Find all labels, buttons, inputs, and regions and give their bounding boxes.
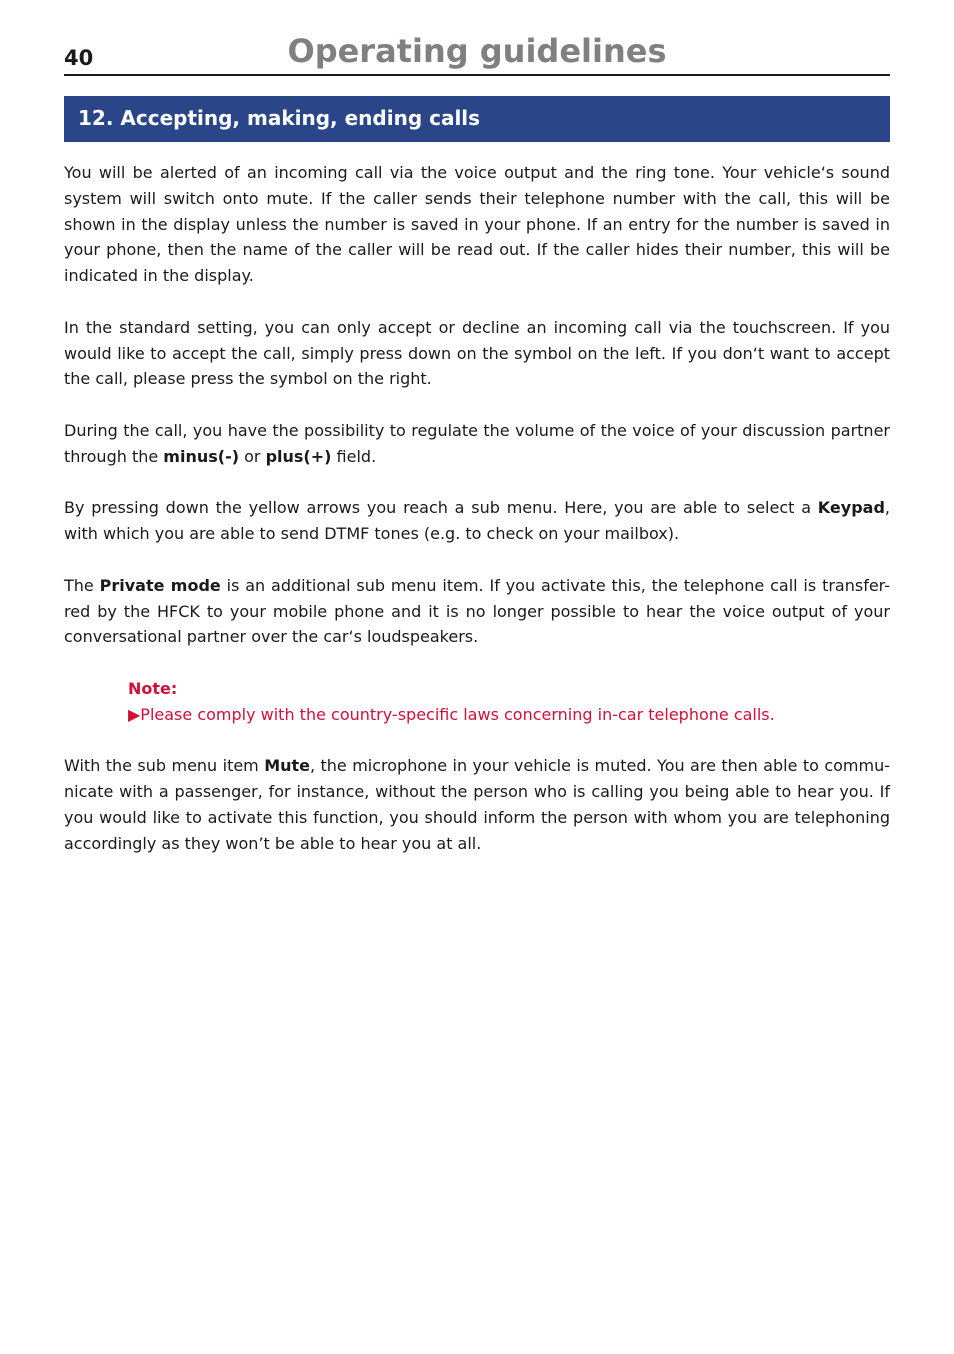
text-segment: The [64,575,100,595]
page-number: 40 [64,46,94,70]
text-segment: or [239,446,266,466]
text-segment: is an additional sub menu item. If you activate this, the telephone call is transfer-red by the HFCK to your mobile phone and it is no longer possible to hear the voice output of your conversational partner over the car‘s loudspeakers. [64,575,891,647]
note-box [128,676,890,728]
paragraph-volume [64,418,890,470]
term-mute: Mute [264,756,310,776]
text-segment: During the call, you have the possibility to regulate the volume of the voice of your discussion partner through the [64,420,890,466]
paragraph-keypad [64,495,890,547]
term-minus: minus(-) [163,446,240,466]
page-header [64,30,890,76]
body-content [64,160,890,882]
page-title: Operating guidelines [287,32,667,70]
term-private-mode: Private mode [99,575,221,595]
section-heading: 12. Accepting, making, ending calls [78,106,481,130]
paragraph-standard-setting: In the standard setting, you can only accept or decline an incoming call via the touchscreen. If you would like to accept the call, simply press down on the symbol on the left. If you don‘t want to accept the call, please press the symbol on the right. [64,317,890,389]
paragraph-mute [64,753,890,856]
term-keypad: Keypad [817,498,885,518]
term-plus: plus(+) [265,446,332,466]
note-text: ▶Please comply with the country-specific laws concerning in-car telephone calls. [128,704,775,724]
paragraph-incoming-call: You will be alerted of an incoming call via the voice output and the ring tone. Your vehicle‘s sound system will switch onto mute. If the caller sends their telephone number with the call, this will be shown in the display unless the number is saved in your phone. If an entry for the number is saved in your phone, then the name of the caller will be read out. If the caller hides their number, this will be indicated in the display. [64,163,890,286]
note-title: Note: [128,678,178,698]
section-heading-bar [64,96,890,142]
text-segment: With the sub menu item [64,756,265,776]
text-segment: field. [331,446,377,466]
text-segment: , with which you are able to send DTMF tones (e.g. to check on your mailbox). [64,498,890,544]
paragraph-private-mode [64,573,890,650]
text-segment: By pressing down the yellow arrows you reach a sub menu. Here, you are able to select a [64,498,818,518]
text-segment: , the microphone in your vehicle is muted. You are then able to commu-nicate with a passenger, for instance, without the person who is calling you being able to hear you. If you would like to activate this function, you should inform the person with whom you are telephoning accordingly as they won’t be able to hear you at all. [64,756,890,853]
